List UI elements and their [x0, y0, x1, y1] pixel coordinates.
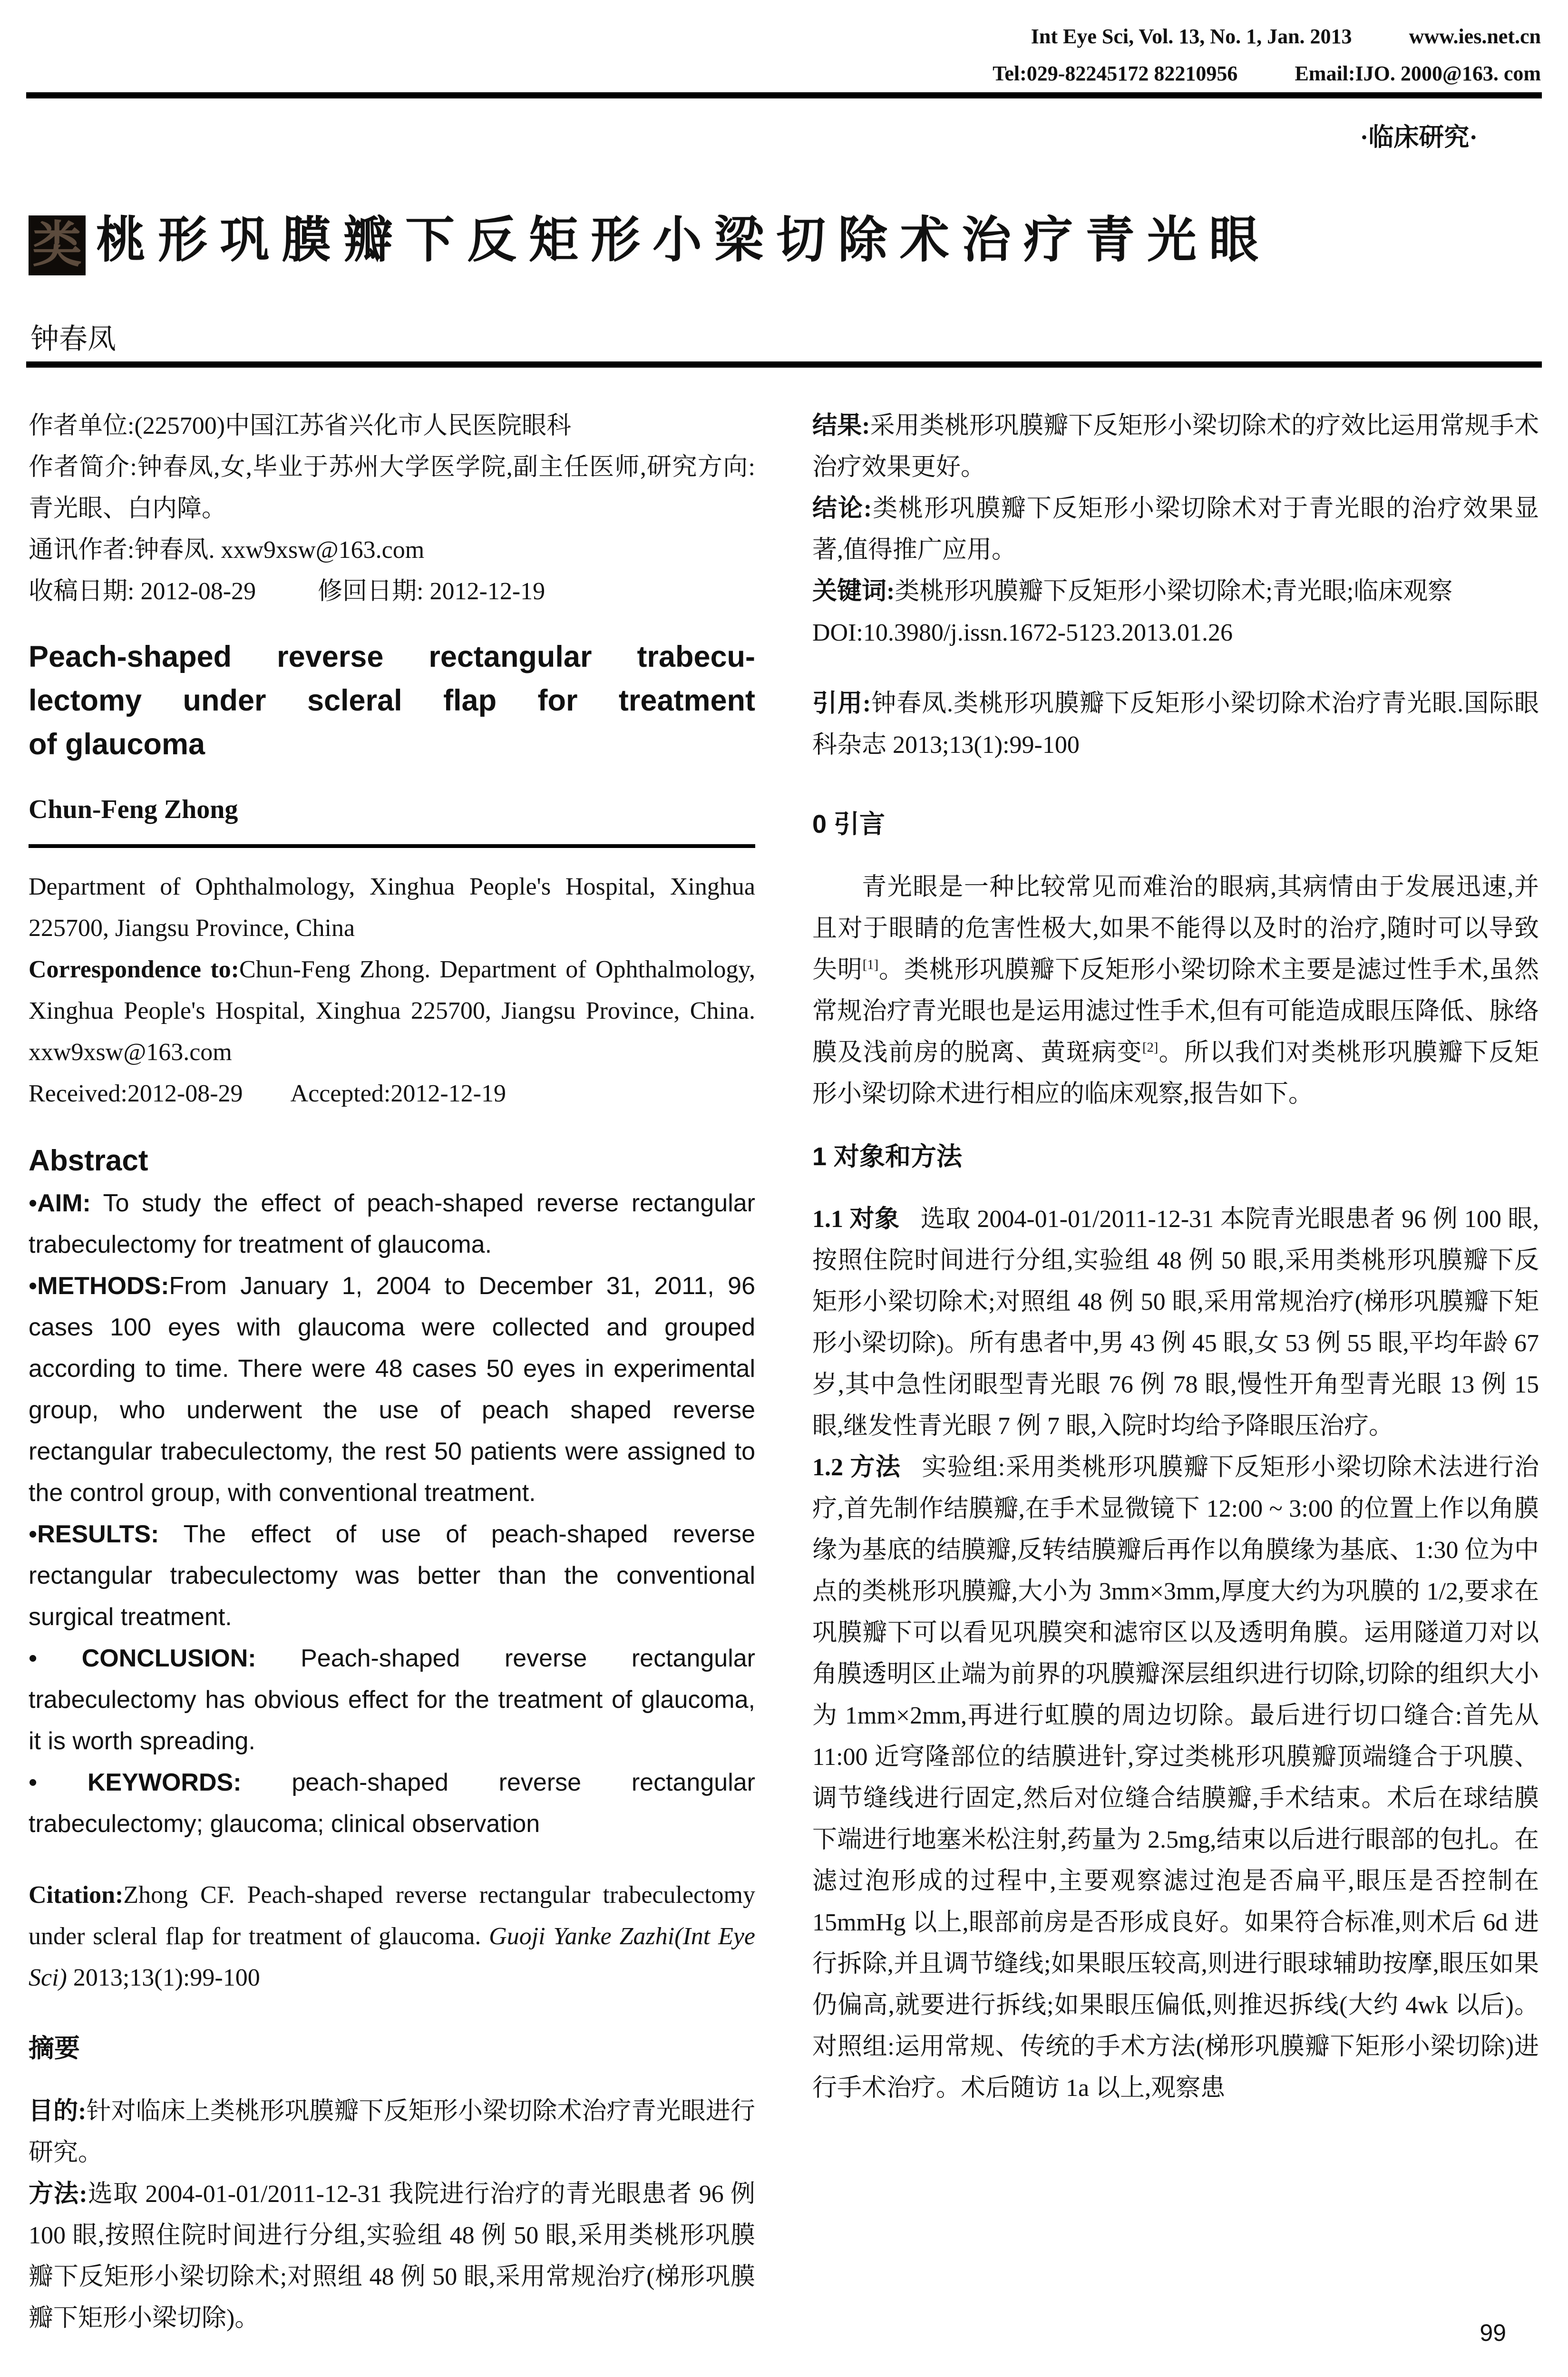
keywords-cn-text: 类桃形巩膜瓣下反矩形小梁切除术;青光眼;临床观察	[895, 578, 1453, 605]
keywords-label: KEYWORDS:	[87, 1769, 242, 1796]
keywords-cn-label: 关键词:	[812, 578, 895, 605]
correspondence-label: Correspondence to:	[29, 956, 239, 983]
citation-en	[29, 1874, 755, 1998]
citation-pages: 2013;13(1):99-100	[67, 1964, 260, 1991]
introduction-heading: 0 引言	[812, 810, 886, 838]
introduction-paragraph	[812, 867, 1539, 1115]
author-divider-rule	[29, 844, 755, 848]
citation-label: Citation:	[29, 1881, 124, 1909]
abstract-cn-heading: 摘要	[29, 2034, 80, 2063]
bio-label: 作者简介:	[29, 454, 137, 481]
abstract-heading: Abstract	[29, 1144, 148, 1177]
conclusion-cn-text: 类桃形巩膜瓣下反矩形小梁切除术对于青光眼的治疗效果显著,值得推广应用。	[812, 495, 1539, 564]
author-name-cn: 钟春凤	[30, 323, 116, 355]
header-rule	[26, 92, 1542, 98]
manuscript-dates-cn	[29, 571, 755, 612]
title-en-line-2: lectomy under scleral flap for treatment	[29, 684, 755, 717]
journal-telephone: Tel:029-82245172 82210956	[993, 62, 1238, 85]
citation-cn-label: 引用:	[812, 690, 871, 717]
article-title-cn-text: 桃形巩膜瓣下反矩形小梁切除术治疗青光眼	[96, 213, 1271, 268]
conclusion-text: Peach-shaped reverse rectangular trabeculectomy has obvious effect for the treatment of glaucoma, it is worth spreading.	[29, 1645, 755, 1755]
intro-text-1: 青光眼是一种比较常见而难治的眼病,其病情由于发展迅速,并且对于眼睛的危害性极大,如果不能得以及时的治疗,随时可以导致失明	[812, 873, 1539, 984]
aim-cn-label: 目的:	[29, 2097, 87, 2125]
accepted-date-en: 2012-12-19	[390, 1080, 506, 1107]
methods-text: From January 1, 2004 to December 31, 2011, 96 cases 100 eyes with glaucoma were collected and grouped according to time. There were 48 cases 50 eyes in experimental group, who underwent the use of peach shaped reverse rectangular trabeculectomy, the rest 50 patients were assigned to the control group, with conventional treatment.	[29, 1272, 755, 1507]
author-affiliation-cn	[29, 405, 755, 447]
revised-label-cn: 修回日期:	[318, 578, 424, 605]
affiliation-label: 作者单位:	[29, 412, 135, 439]
reference-2-superscript: [2]	[1142, 1040, 1159, 1055]
title-block	[29, 200, 1539, 275]
results-cn-label: 结果:	[812, 412, 870, 439]
bullet-icon: •	[29, 1769, 38, 1796]
journal-website: www.ies.net.cn	[1409, 25, 1541, 48]
revised-date-cn: 2012-12-19	[429, 578, 545, 605]
received-label-en: Received:	[29, 1080, 127, 1107]
methods-cn-label: 方法:	[29, 2180, 88, 2208]
subjects-text: 选取 2004-01-01/2011-12-31 本院青光眼患者 96 例 100 眼,按照住院时间进行分组,实验组 48 例 50 眼,采用类桃形巩膜瓣下反矩形小梁切除术;对照组 48 例 50 眼,采用常规治疗(梯形巩膜瓣下矩形小梁切除)。所有患者中,男 43 例 45 眼,女 53 例 55 眼,平均年龄 67 岁,其中急性闭眼型青光眼 76 例 78 眼,慢性开角型青光眼 13 例 15 眼,继发性青光眼 7 例 7 眼,入院时均给予降眼压治疗。	[812, 1206, 1539, 1440]
author-bio-cn	[29, 447, 755, 529]
results-label: RESULTS:	[37, 1520, 159, 1548]
abstract-aim	[29, 1183, 755, 1266]
abstract-cn-aim	[29, 2091, 755, 2173]
bullet-icon: •	[29, 1189, 38, 1217]
aim-cn-text: 针对临床上类桃形巩膜瓣下反矩形小梁切除术治疗青光眼进行研究。	[29, 2097, 755, 2166]
column-section-label: ·临床研究·	[1360, 124, 1478, 151]
masthead-line-1	[993, 18, 1541, 55]
correspondence-text: Chun-Feng Zhong. Department of Ophthalmology, Xinghua People's Hospital, Xinghua 225700, Jiangsu Province, China. xxw9xsw@163.com	[29, 956, 755, 1066]
intro-text-2: 。类桃形巩膜瓣下反矩形小梁切除术主要是滤过性手术,虽然常规治疗青光眼也是运用滤过性手术,但有可能造成眼压降低、脉络膜及浅前房的脱离、黄斑病变	[812, 956, 1539, 1066]
doi-label: DOI:	[812, 619, 863, 646]
journal-email: Email:IJO. 2000@163. com	[1295, 62, 1541, 85]
two-column-body	[29, 405, 1539, 2339]
subjects-paragraph	[812, 1198, 1539, 1447]
citation-journal-italic: Guoji Yanke Zazhi(Int Eye Sci)	[29, 1923, 755, 1991]
methods-section-heading: 1 对象和方法	[812, 1142, 963, 1171]
abstract-conclusion	[29, 1638, 755, 1762]
author-name-en: Chun-Feng Zhong	[29, 795, 238, 824]
abstract-results	[29, 1514, 755, 1638]
subjects-label: 1.1 对象	[812, 1206, 900, 1233]
page-number: 99	[1480, 2319, 1506, 2346]
procedure-label: 1.2 方法	[812, 1454, 901, 1481]
affiliation-en: Department of Ophthalmology, Xinghua People's Hospital, Xinghua 225700, Jiangsu Province, China	[29, 873, 755, 942]
conclusion-cn-label: 结论:	[812, 495, 872, 522]
aim-label: AIM:	[37, 1189, 91, 1217]
journal-masthead	[993, 18, 1541, 92]
intro-text-3: 。所以我们对类桃形巩膜瓣下反矩形小梁切除术进行相应的临床观察,报告如下。	[812, 1039, 1539, 1108]
conclusion-label: CONCLUSION:	[81, 1645, 256, 1672]
abstract-keywords	[29, 1762, 755, 1845]
received-date-en: 2012-08-29	[127, 1080, 243, 1107]
corresponding-label: 通讯作者:	[29, 536, 135, 564]
bullet-icon: •	[29, 1520, 38, 1548]
corresponding-author-cn	[29, 529, 755, 571]
bullet-icon: •	[29, 1272, 38, 1300]
article-title-cn	[29, 200, 1539, 275]
results-cn-text: 采用类桃形巩膜瓣下反矩形小梁切除术的疗效比运用常规手术治疗效果更好。	[812, 412, 1539, 481]
abstract-methods	[29, 1266, 755, 1514]
methods-label: METHODS:	[37, 1272, 169, 1300]
corresponding-text: 钟春凤. xxw9xsw@163.com	[134, 536, 425, 564]
doi-value: 10.3980/j.issn.1672-5123.2013.01.26	[863, 619, 1233, 646]
conclusion-cn	[812, 488, 1539, 571]
bio-text: 钟春凤,女,毕业于苏州大学医学院,副主任医师,研究方向:青光眼、白内障。	[29, 454, 755, 522]
reference-1-superscript: [1]	[862, 957, 879, 973]
keywords-text: peach-shaped reverse rectangular trabeculectomy; glaucoma; clinical observation	[29, 1769, 755, 1838]
aim-text: To study the effect of peach-shaped reverse rectangular trabeculectomy for treatment of glaucoma.	[29, 1189, 755, 1258]
title-en-line-1: Peach-shaped reverse rectangular trabecu-	[29, 640, 755, 673]
citation-cn	[812, 683, 1539, 766]
title-divider-rule	[26, 361, 1542, 368]
correspondence-en	[29, 949, 755, 1073]
keywords-cn	[812, 571, 1539, 612]
results-cn	[812, 405, 1539, 488]
title-drop-cap-box: 类	[29, 215, 86, 275]
received-date-cn: 2012-08-29	[140, 578, 256, 605]
citation-cn-text: 钟春凤.类桃形巩膜瓣下反矩形小梁切除术治疗青光眼.国际眼科杂志 2013;13(1):99-100	[812, 690, 1539, 759]
article-title-en	[29, 635, 755, 766]
methods-cn-text: 选取 2004-01-01/2011-12-31 我院进行治疗的青光眼患者 96 例 100 眼,按照住院时间进行分组,实验组 48 例 50 眼,采用类桃形巩膜瓣下反矩形小梁切除术;对照组 48 例 50 眼,采用常规治疗(梯形巩膜瓣下矩形小梁切除)。	[29, 2180, 755, 2332]
left-column	[29, 405, 755, 2339]
procedure-paragraph	[812, 1447, 1539, 2109]
masthead-line-2	[993, 55, 1541, 92]
citation-text: Zhong CF. Peach-shaped reverse rectangular trabeculectomy under scleral flap for treatment of glaucoma.	[29, 1881, 755, 1950]
manuscript-dates-en	[29, 1073, 755, 1114]
right-column	[812, 405, 1539, 2339]
accepted-label-en: Accepted:	[290, 1080, 391, 1107]
affiliation-text: (225700)中国江苏省兴化市人民医院眼科	[134, 412, 572, 439]
abstract-cn-methods	[29, 2173, 755, 2339]
journal-volume-info: Int Eye Sci, Vol. 13, No. 1, Jan. 2013	[1031, 25, 1352, 48]
bullet-icon: •	[29, 1645, 38, 1672]
title-en-line-3: of glaucoma	[29, 728, 205, 761]
doi-line	[812, 612, 1539, 653]
received-label-cn: 收稿日期:	[29, 578, 135, 605]
procedure-text: 实验组:采用类桃形巩膜瓣下反矩形小梁切除术法进行治疗,首先制作结膜瓣,在手术显微镜下 12:00 ~ 3:00 的位置上作以角膜缘为基底的结膜瓣,反转结膜瓣后再作以角膜缘为基底、1:30 位为中点的类桃形巩膜瓣,大小为 3mm×3mm,厚度大约为巩膜的 1/2,要求在巩膜瓣下可以看见巩膜突和滤帘区以及透明角膜。运用隧道刀对以角膜透明区止端为前界的巩膜瓣深层组织进行切除,切除的组织大小为 1mm×2mm,再进行虹膜的周边切除。最后进行切口缝合:首先从 11:00 近穹隆部位的结膜进针,穿过类桃形巩膜瓣顶端缝合于巩膜、调节缝线进行固定,然后对位缝合结膜瓣,手术结束。术后在球结膜下端进行地塞米松注射,药量为 2.5mg,结束以后进行眼部的包扎。在滤过泡形成的过程中,主要观察滤过泡是否扁平,眼压是否控制在 15mmHg 以上,眼部前房是否形成良好。如果符合标准,则术后 6d 进行拆除,并且调节缝线;如果眼压较高,则进行眼球辅助按摩,眼压如果仍偏高,就要进行拆线;如果眼压偏低,则推迟拆线(大约 4wk 以后)。对照组:运用常规、传统的手术方法(梯形巩膜瓣下矩形小梁切除)进行手术治疗。术后随访 1a 以上,观察患	[812, 1454, 1539, 2102]
results-text: The effect of use of peach-shaped reverse rectangular trabeculectomy was better than the conventional surgical treatment.	[29, 1520, 755, 1631]
